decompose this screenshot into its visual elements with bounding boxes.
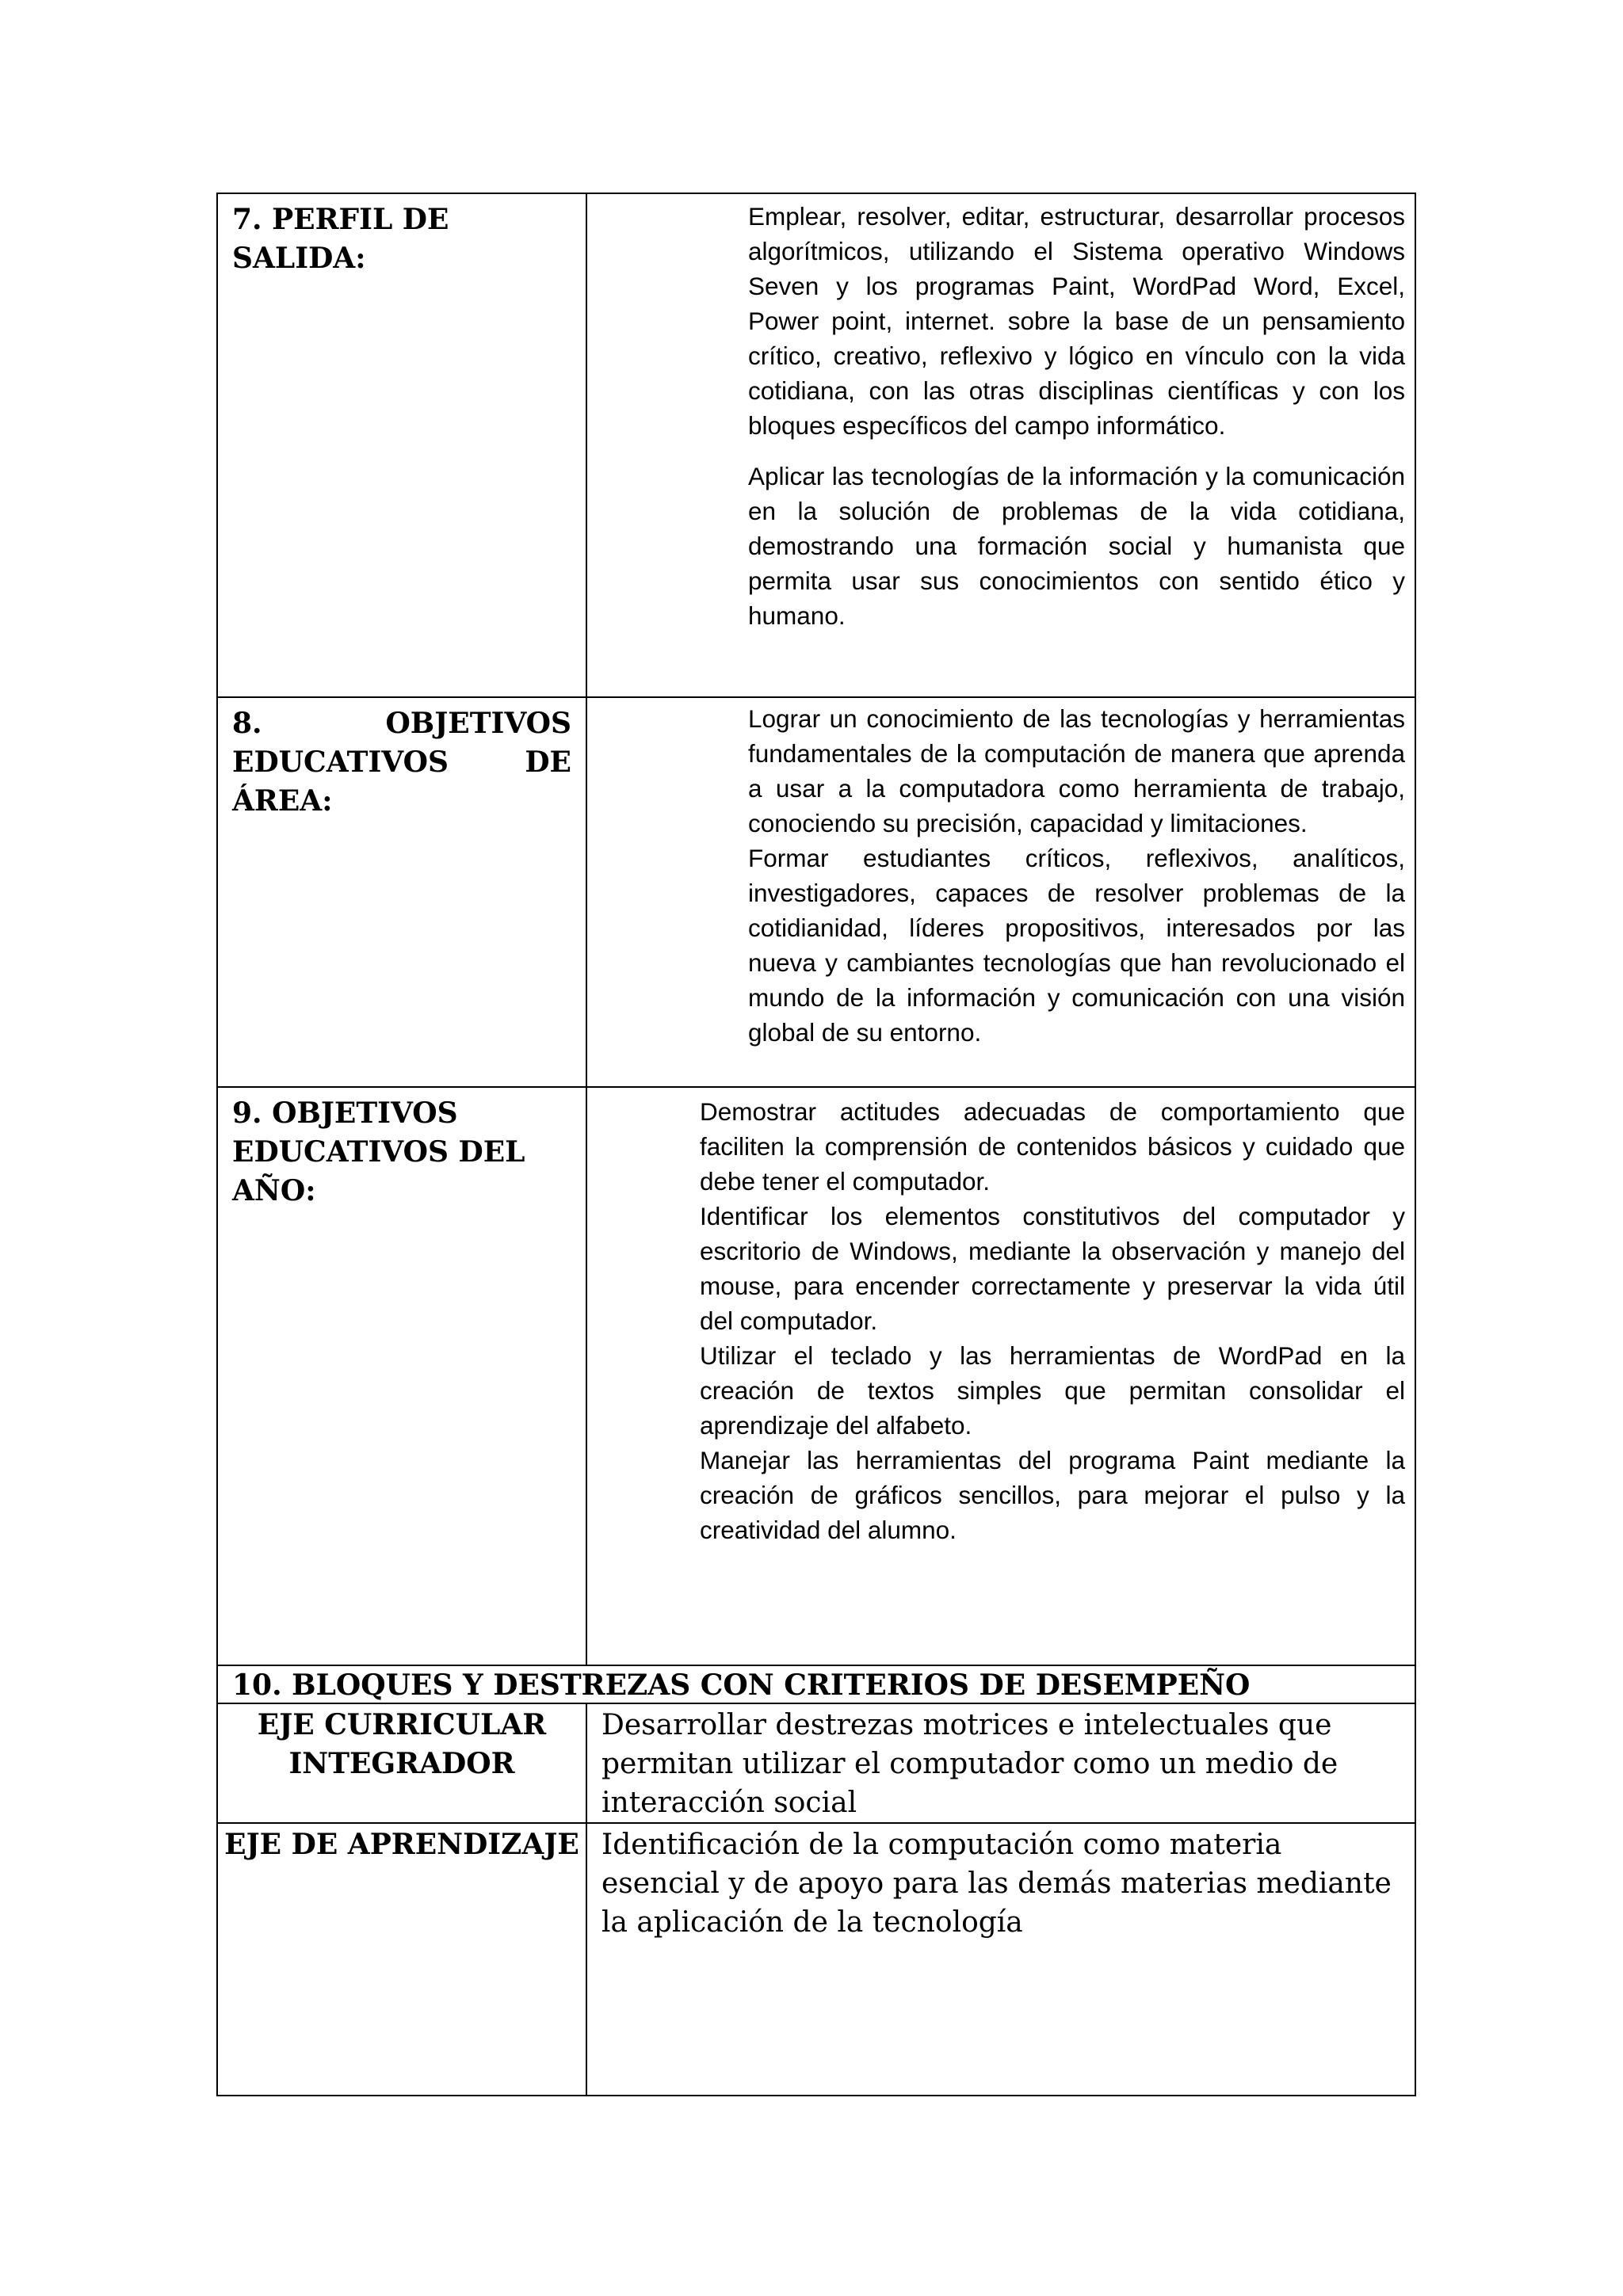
objetivos-anio-paragraph: Identificar los elementos constitutivos del computador y escritorio de Windows, mediante la observación y manejo del mouse, para encender correctamente y preservar la vida útil del computador. [700, 1202, 1405, 1335]
row-eje-aprendizaje [217, 1823, 1415, 2096]
perfil-paragraph: Emplear, resolver, editar, estructurar, desarrollar procesos algorítmicos, utilizando el Sistema operativo Windows Seven y los programas Paint, WordPad Word, Excel, Power point, internet. sobre la base de un pensamiento crítico, creativo, reflexivo y lógico en vínculo con la vida cotidiana, con las otras disciplinas científicas y con los bloques específicos del campo informático. [748, 202, 1405, 440]
objetivos-anio-label: 9. OBJETIVOS EDUCATIVOS DEL AÑO: [232, 1097, 525, 1207]
eje-aprendizaje-text: Identificación de la computación como materia esencial y de apoyo para las demás materias mediante la aplicación de la tecnología [601, 1829, 1392, 1939]
objetivos-anio-label-cell [217, 1087, 586, 1665]
eje-aprendizaje-label-cell [217, 1823, 586, 2096]
row-objetivos-anio [217, 1087, 1415, 1665]
row-bloques-header [217, 1665, 1415, 1703]
eje-curricular-label-cell [217, 1703, 586, 1823]
perfil-label-cell [217, 193, 586, 697]
curriculum-table [216, 193, 1416, 2096]
eje-aprendizaje-text-cell [586, 1823, 1415, 2096]
perfil-content-cell [586, 193, 1415, 697]
row-eje-curricular [217, 1703, 1415, 1823]
objetivos-area-label-last: ÁREA: [232, 784, 333, 818]
perfil-label: 7. PERFIL DE SALIDA: [232, 203, 449, 275]
objetivos-area-label [218, 698, 586, 821]
objetivos-area-content-cell [586, 697, 1415, 1087]
objetivos-anio-paragraph: Demostrar actitudes adecuadas de comportamiento que faciliten la comprensión de contenidos básicos y cuidado que debe tener el computador. [700, 1097, 1405, 1196]
row-objetivos-area [217, 697, 1415, 1087]
objetivos-area-label-cell [217, 697, 586, 1087]
perfil-paragraph: Aplicar las tecnologías de la información y la comunicación en la solución de problemas de la vida cotidiana, demostrando una formación social y humanista que permita usar sus conocimientos con sentido ético y humano. [748, 462, 1405, 630]
objetivos-anio-paragraph: Manejar las herramientas del programa Paint mediante la creación de gráficos sencillos, para mejorar el pulso y la creatividad del alumno. [700, 1446, 1405, 1544]
objetivos-anio-content-cell [586, 1087, 1415, 1665]
objetivos-anio-paragraph: Utilizar el teclado y las herramientas de WordPad en la creación de textos simples que permitan consolidar el aprendizaje del alfabeto. [700, 1341, 1405, 1440]
objetivos-area-paragraph: Lograr un conocimiento de las tecnologías y herramientas fundamentales de la computación de manera que aprenda a usar a la computadora como herramienta de trabajo, conociendo su precisión, capacidad y limitaciones. [748, 704, 1405, 837]
bloques-header-cell [217, 1665, 1415, 1703]
eje-curricular-text-cell [586, 1703, 1415, 1823]
eje-curricular-label: EJE CURRICULAR INTEGRADOR [257, 1708, 547, 1780]
bloques-header: 10. BLOQUES Y DESTREZAS CON CRITERIOS DE DESEMPEÑO [232, 1669, 1251, 1702]
row-perfil [217, 193, 1415, 697]
eje-aprendizaje-label: EJE DE APRENDIZAJE [224, 1828, 579, 1861]
eje-curricular-text: Desarrollar destrezas motrices e intelectuales que permitan utilizar el computador como un medio de interacción social [601, 1709, 1338, 1819]
objetivos-area-paragraph: Formar estudiantes críticos, reflexivos, analíticos, investigadores, capaces de resolver problemas de la cotidianidad, líderes propositivos, interesados por las nueva y cambiantes tecnologías que han revolucionado el mundo de la información y comunicación con una visión global de su entorno. [748, 844, 1405, 1047]
objetivos-area-label-top: 8. OBJETIVOS EDUCATIVOS DE [232, 707, 571, 779]
